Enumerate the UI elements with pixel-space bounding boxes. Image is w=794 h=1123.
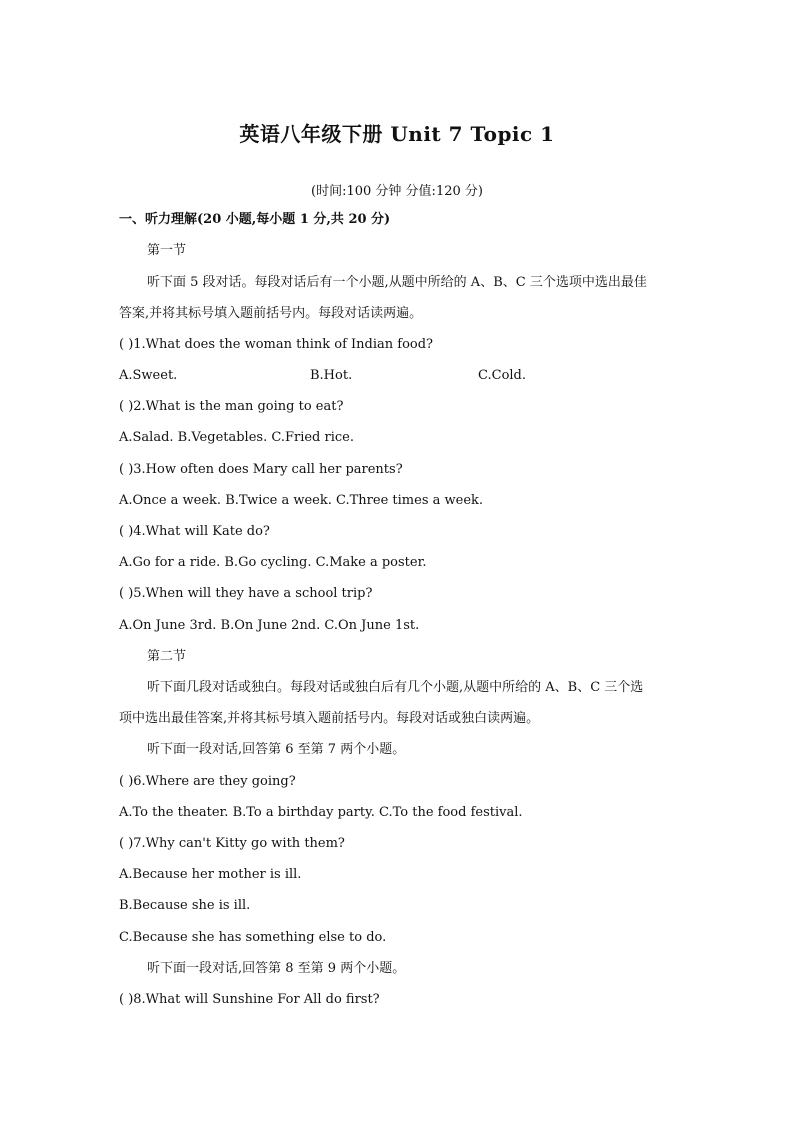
question-7-option-c: C.Because she has something else to do. (119, 930, 387, 945)
question-8-stem: ( )8.What will Sunshine For All do first? (119, 992, 380, 1007)
question-1-option-a: A.Sweet. (119, 368, 178, 383)
part1-instruction-line2: 答案,并将其标号填入题前括号内。每段对话读两遍。 (119, 306, 423, 321)
question-1-stem: ( )1.What does the woman think of Indian food? (119, 337, 434, 352)
question-7-option-a: A.Because her mother is ill. (119, 867, 302, 882)
dialog-2-intro: 听下面一段对话,回答第 8 至第 9 两个小题。 (147, 961, 406, 976)
dialog-1-intro: 听下面一段对话,回答第 6 至第 7 两个小题。 (147, 742, 406, 757)
question-2-options: A.Salad. B.Vegetables. C.Fried rice. (119, 430, 354, 445)
question-4-options: A.Go for a ride. B.Go cycling. C.Make a poster. (119, 555, 427, 570)
part1-instruction-line1: 听下面 5 段对话。每段对话后有一个小题,从题中所给的 A、B、C 三个选项中选出最佳 (147, 275, 647, 290)
page-title: 英语八年级下册 Unit 7 Topic 1 (239, 122, 555, 146)
question-7-stem: ( )7.Why can't Kitty go with them? (119, 836, 345, 851)
section-heading-listening: 一、听力理解(20 小题,每小题 1 分,共 20 分) (119, 212, 391, 227)
question-3-options: A.Once a week. B.Twice a week. C.Three times a week. (119, 493, 484, 508)
question-6-options: A.To the theater. B.To a birthday party. C.To the food festival. (119, 805, 523, 820)
question-1-option-c: C.Cold. (478, 368, 527, 383)
exam-time-score: (时间:100 分钟 分值:120 分) (311, 184, 483, 199)
question-3-stem: ( )3.How often does Mary call her parents? (119, 462, 403, 477)
part2-instruction-line2: 项中选出最佳答案,并将其标号填入题前括号内。每段对话或独白读两遍。 (119, 711, 540, 726)
question-5-stem: ( )5.When will they have a school trip? (119, 586, 373, 601)
question-6-stem: ( )6.Where are they going? (119, 774, 296, 789)
question-5-options: A.On June 3rd. B.On June 2nd. C.On June 1st. (119, 618, 420, 633)
question-4-stem: ( )4.What will Kate do? (119, 524, 270, 539)
question-1-option-b: B.Hot. (310, 368, 353, 383)
question-7-option-b: B.Because she is ill. (119, 898, 251, 913)
part2-instruction-line1: 听下面几段对话或独白。每段对话或独白后有几个小题,从题中所给的 A、B、C 三个选 (147, 680, 644, 695)
question-2-stem: ( )2.What is the man going to eat? (119, 399, 344, 414)
part2-heading: 第二节 (147, 649, 187, 664)
part1-heading: 第一节 (147, 243, 187, 258)
